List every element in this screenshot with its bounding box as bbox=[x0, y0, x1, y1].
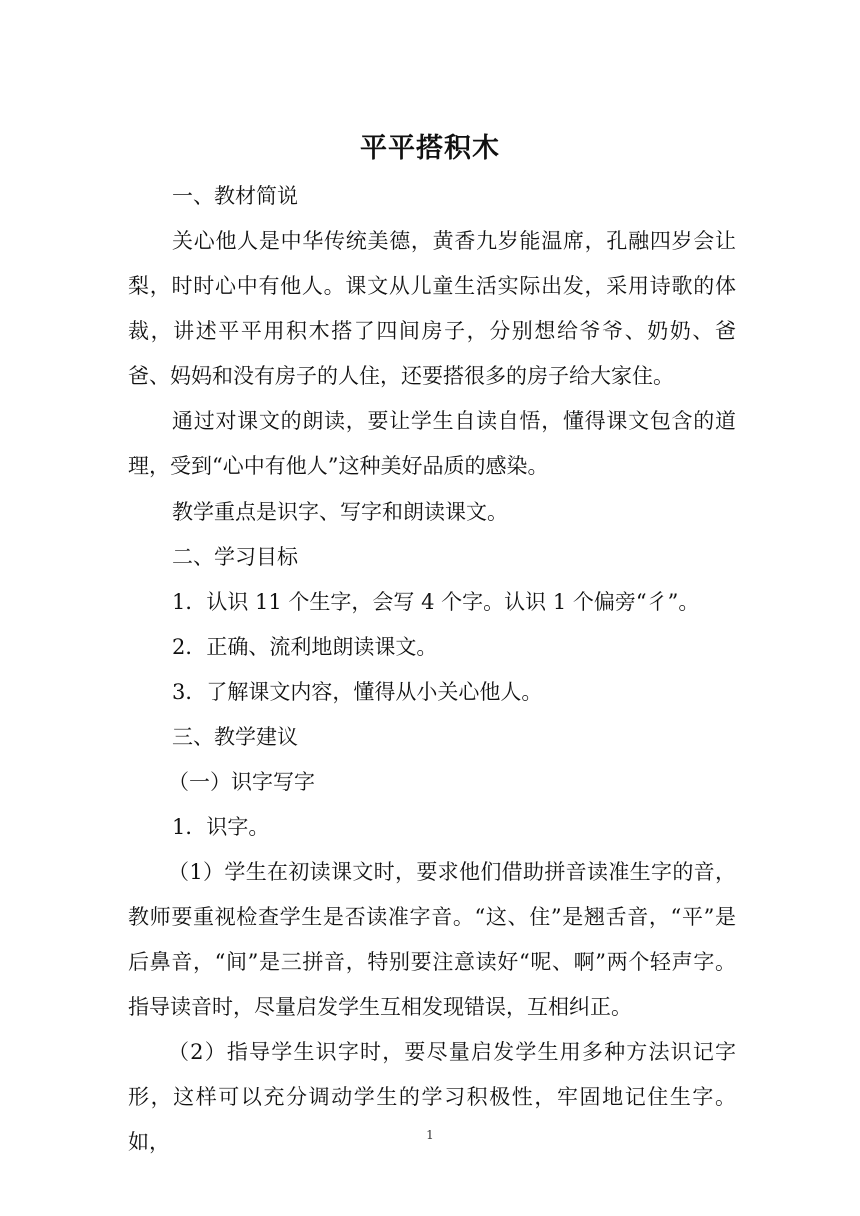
goal-item-3: 3．了解课文内容，懂得从小关心他人。 bbox=[172, 680, 543, 704]
paragraph-2: 通过对课文的朗读，要让学生自读自悟，懂得课文包含的道理，受到“心中有他人”这种美好品质的感染。 bbox=[128, 409, 736, 478]
item-heading-1: 1．识字。 bbox=[172, 815, 270, 839]
paragraph-5: （2）指导学生识字时，要尽量启发学生用多种方法识记字形，这样可以充分调动学生的学习积极性，牢固地记住生字。如， bbox=[128, 1040, 736, 1154]
paragraph-4: （1）学生在初读课文时，要求他们借助拼音读准生字的音，教师要重视检查学生是否读准字音。“这、住”是翘舌音，“平”是后鼻音，“间”是三拼音，特别要注意读好“呢、啊”两个轻声字。指导读音时，尽量启发学生互相发现错误，互相纠正。 bbox=[128, 860, 736, 1019]
paragraph-3: 教学重点是识字、写字和朗读课文。 bbox=[172, 500, 508, 524]
subsection-heading-1: （一）识字写字 bbox=[168, 770, 315, 794]
section-heading-3: 三、教学建议 bbox=[172, 725, 298, 749]
goal-item-1: 1．认识 11 个生字，会写 4 个字。认识 1 个偏旁“彳”。 bbox=[172, 590, 700, 614]
page-number: 1 bbox=[426, 1128, 434, 1142]
section-heading-2: 二、学习目标 bbox=[172, 545, 298, 569]
goal-item-2: 2．正确、流利地朗读课文。 bbox=[172, 635, 438, 659]
document-title: 平平搭积木 bbox=[360, 133, 500, 164]
paragraph-1: 关心他人是中华传统美德，黄香九岁能温席，孔融四岁会让梨，时时心中有他人。课文从儿童生活实际出发，采用诗歌的体裁，讲述平平用积木搭了四间房子，分别想给爷爷、奶奶、爸爸、妈妈和没有房子的人住，还要搭很多的房子给大家住。 bbox=[128, 229, 736, 388]
section-heading-1: 一、教材简说 bbox=[172, 184, 298, 208]
